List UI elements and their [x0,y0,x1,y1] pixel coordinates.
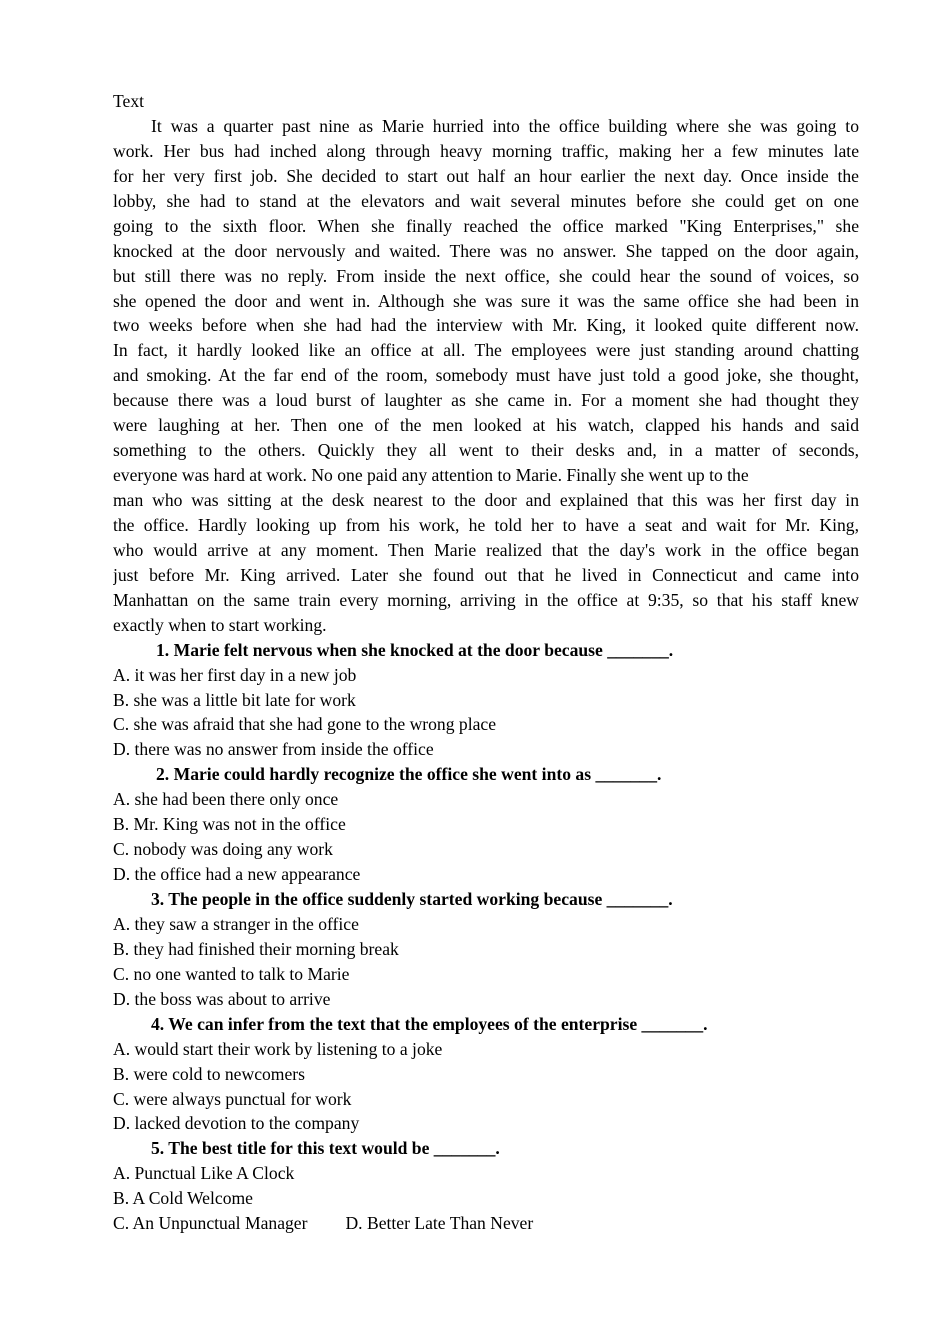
answer-option-a[interactable]: A. would start their work by listening to a joke [113,1038,443,1059]
answer-option-a[interactable]: A. she had been there only once [113,789,339,810]
passage-line: man who was sitting at the desk nearest to the door and explained that this was her first day in [113,490,859,510]
reading-passage [113,114,859,638]
answer-option-c[interactable]: C. no one wanted to talk to Marie [113,963,350,984]
answer-option-a[interactable]: A. it was her first day in a new job [113,664,357,685]
passage-line: because there was a loud burst of laughter as she came in. For a moment she had thought they [113,390,859,411]
passage-line: exactly when to start working. [113,614,327,635]
passage-line: In fact, it hardly looked like an office at all. The employees were just standing around chatting [113,340,859,361]
passage-line: just before Mr. King arrived. Later she found out that he lived in Connecticut and came into [113,564,859,585]
answer-option-c[interactable]: C. nobody was doing any work [113,839,333,860]
answer-option-d[interactable]: D. Better Late Than Never [345,1213,534,1234]
answer-option-d[interactable]: D. the boss was about to arrive [113,988,331,1009]
question-5 [113,1136,859,1236]
passage-line: for her very first job. She decided to start out half an hour earlier the next day. Once inside the [113,165,859,186]
passage-line: knocked at the door nervously and waited. There was no answer. She tapped on the door again, [113,240,859,261]
question-2 [113,762,859,887]
document-page [113,89,859,1236]
question-stem: 1. Marie felt nervous when she knocked at the door because _______. [156,639,674,660]
passage-line: she opened the door and went in. Although she was sure it was the same office she had been in [113,290,859,311]
passage-line: who would arrive at any moment. Then Marie realized that the day's work in the office began [113,539,859,560]
passage-line: two weeks before when she had had the interview with Mr. King, it looked quite different now. [113,315,859,336]
section-heading: Text [113,91,145,111]
question-stem: 4. We can infer from the text that the employees of the enterprise _______. [151,1013,708,1034]
passage-line: It was a quarter past nine as Marie hurried into the office building where she was going to [151,115,859,136]
answer-option-d[interactable]: D. the office had a new appearance [113,864,361,885]
passage-line: but still there was no reply. From inside the next office, she could hear the sound of voices, so [113,265,859,286]
passage-line: lobby, she had to stand at the elevators and wait several minutes before she could get on one [113,190,859,211]
passage-line: going to the sixth floor. When she finally reached the office marked "King Enterprises," she [113,215,859,236]
passage-line: work. Her bus had inched along through heavy morning traffic, making her a few minutes late [113,140,859,161]
answer-option-c[interactable]: C. she was afraid that she had gone to the wrong place [113,714,497,735]
answer-option-a[interactable]: A. Punctual Like A Clock [113,1163,295,1184]
question-1 [113,638,859,763]
passage-line: everyone was hard at work. No one paid any attention to Marie. Finally she went up to the [113,465,749,486]
passage-line: something to the others. Quickly they all went to their desks and, in a matter of seconds, [113,440,859,461]
answer-option-b[interactable]: B. A Cold Welcome [113,1188,253,1209]
passage-line: and smoking. At the far end of the room, somebody must have just told a good joke, she thought, [113,365,859,386]
answer-option-d[interactable]: D. there was no answer from inside the office [113,739,434,760]
answer-option-a[interactable]: A. they saw a stranger in the office [113,913,359,934]
answer-option-b[interactable]: B. Mr. King was not in the office [113,814,346,835]
answer-option-b[interactable]: B. she was a little bit late for work [113,689,356,710]
question-3 [113,887,859,1012]
answer-options-row [113,1211,859,1236]
answer-option-d[interactable]: D. lacked devotion to the company [113,1113,360,1134]
question-stem: 3. The people in the office suddenly started working because _______. [151,889,673,909]
answer-option-c[interactable]: C. were always punctual for work [113,1088,352,1109]
answer-option-b[interactable]: B. were cold to newcomers [113,1063,306,1084]
answer-option-b[interactable]: B. they had finished their morning break [113,938,399,959]
question-stem: 2. Marie could hardly recognize the office she went into as _______. [156,764,662,785]
passage-line: Manhattan on the same train every morning, arriving in the office at 9:35, so that his staff knew [113,589,859,610]
passage-line: were laughing at her. Then one of the men looked at his watch, clapped his hands and said [113,415,859,436]
answer-option-c[interactable]: C. An Unpunctual Manager [113,1213,308,1234]
passage-line: the office. Hardly looking up from his work, he told her to have a seat and wait for Mr. King, [113,514,859,535]
question-4 [113,1012,859,1137]
question-stem: 5. The best title for this text would be _______. [151,1138,500,1159]
